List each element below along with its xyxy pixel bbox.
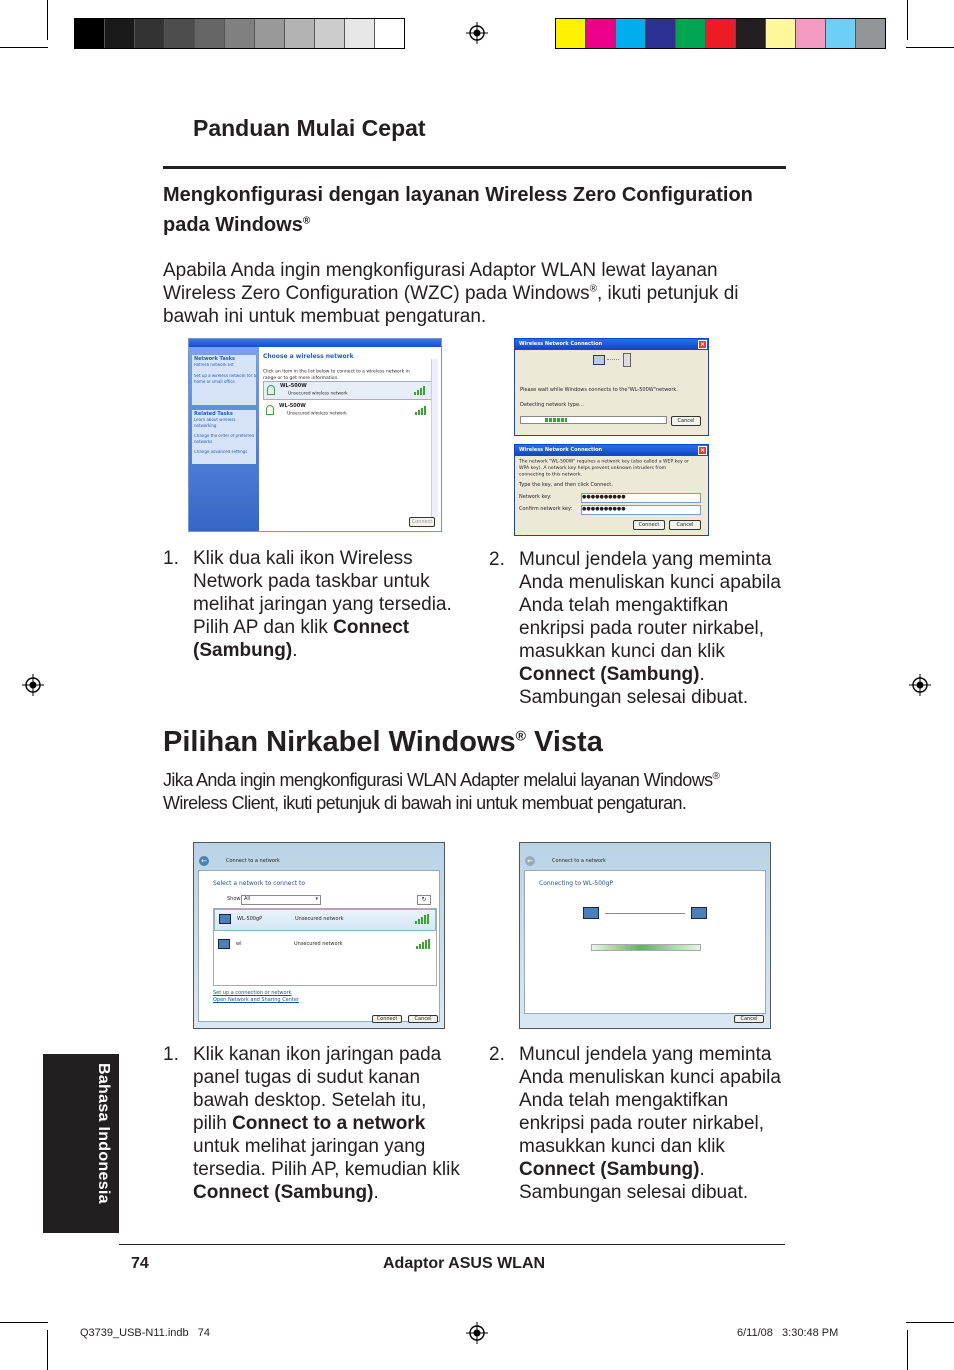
network-list <box>213 908 437 986</box>
sharing-center-link[interactable]: Open Network and Sharing Center <box>213 997 300 1003</box>
content-heading: Connecting to WL-500gP <box>539 880 614 887</box>
step-number: 2. <box>489 1044 505 1065</box>
color-swatch <box>856 19 885 48</box>
network-status: Unsecured network <box>294 941 343 947</box>
network-name: wl <box>236 941 242 947</box>
instruction-text: Type the key, and then click Connect. <box>519 482 613 488</box>
color-swatch <box>616 19 646 48</box>
screenshot-xp-wireless-networks <box>188 338 442 532</box>
confirm-label: Confirm network key: <box>519 506 573 512</box>
back-arrow-icon: ← <box>199 856 209 866</box>
network-icon <box>691 907 707 919</box>
network-list <box>263 381 433 417</box>
network-icon <box>219 914 231 924</box>
content-heading: Select a network to connect to <box>213 880 306 887</box>
cancel-button[interactable]: Cancel <box>671 416 701 426</box>
color-swatch <box>375 19 404 48</box>
close-icon[interactable]: × <box>699 341 706 348</box>
computer-icon <box>583 907 599 919</box>
tasks-header: Network Tasks <box>194 356 235 362</box>
step-text: Muncul jendela yang meminta Anda menuliskan kunci apabila Anda telah mengaktifkan enkripsi pada router nirkabel, masukkan kunci dan klik Connect (Sambung). Sambungan selesai dibuat. <box>519 1044 781 1203</box>
refresh-icon[interactable]: ↻ <box>417 895 431 905</box>
back-arrow-icon: ← <box>525 856 535 866</box>
section-title: Pilihan Nirkabel Windows® Vista <box>163 726 603 758</box>
section-heading <box>163 180 753 240</box>
cancel-button[interactable]: Cancel <box>408 1015 438 1023</box>
dialog-title: Wireless Network Connection <box>519 341 603 347</box>
step-text: Muncul jendela yang meminta Anda menuliskan kunci apabila Anda telah mengaktifkan enkripsi pada router nirkabel, masukkan kunci dan klik Connect (Sambung). Sambungan selesai dibuat. <box>519 549 781 708</box>
list-item <box>489 548 789 713</box>
content-area <box>198 870 440 1022</box>
key-label: Network key: <box>519 494 552 500</box>
network-icon <box>218 939 230 949</box>
learn-link[interactable]: Learn about wireless networking <box>194 418 236 429</box>
signal-strength-icon <box>414 386 426 395</box>
list-item <box>489 1043 789 1208</box>
color-swatch <box>706 19 736 48</box>
screenshot-xp-connecting-dialog <box>514 338 709 436</box>
connection-dots-icon <box>607 359 619 360</box>
color-swatch <box>135 19 165 48</box>
registration-mark-icon <box>466 22 488 44</box>
intro-line: Wireless Client, ikuti petunjuk di bawah ini untuk membuat pengaturan. <box>163 793 687 813</box>
color-swatch <box>75 19 105 48</box>
window-title: Connect to a network <box>226 858 280 864</box>
panel-title: Choose a wireless network <box>263 353 354 360</box>
connection-line <box>605 913 685 914</box>
screenshot-vista-select-network <box>193 842 445 1029</box>
setup-connection-link[interactable]: Set up a connection or network <box>213 990 292 996</box>
color-swatch <box>826 19 856 48</box>
intro-line: Apabila Anda ingin mengkonfigurasi Adaptor WLAN lewat layanan <box>163 260 718 281</box>
progress-bar <box>520 416 667 424</box>
color-swatch <box>676 19 706 48</box>
network-name: WL-500W <box>279 403 306 409</box>
color-swatch <box>225 19 255 48</box>
network-key-input[interactable]: ●●●●●●●●●● <box>581 493 701 503</box>
dialog-message: The network "WL-500W" requires a network key (also called a WEP key or WPA key). A network key helps prevent unknown intruders from connecting to this network. <box>519 459 689 478</box>
registration-mark-icon <box>466 1322 488 1344</box>
registration-mark-icon <box>909 674 931 696</box>
color-swatch <box>165 19 195 48</box>
related-header: Related Tasks <box>194 411 233 417</box>
color-swatch <box>796 19 826 48</box>
footer-product: Adaptor ASUS WLAN <box>383 1255 546 1272</box>
signal-strength-icon <box>415 914 429 924</box>
grayscale-color-bar <box>74 18 405 49</box>
color-swatch <box>736 19 766 48</box>
cancel-button[interactable]: Cancel <box>734 1015 764 1023</box>
section-intro <box>163 259 783 328</box>
dialog-title: Wireless Network Connection <box>519 447 603 453</box>
setup-link[interactable]: Set up a wireless network for a home or small office <box>194 374 257 385</box>
color-swatch <box>315 19 345 48</box>
refresh-link[interactable]: Refresh network list <box>194 363 234 368</box>
antenna-icon <box>266 405 274 415</box>
confirm-key-input[interactable]: ●●●●●●●●●● <box>581 505 701 515</box>
color-swatch <box>646 19 676 48</box>
registration-mark-icon <box>22 674 44 696</box>
header-rule <box>163 166 786 169</box>
content-area <box>524 870 766 1014</box>
network-status: Unsecured wireless network <box>287 411 347 417</box>
network-item[interactable] <box>263 402 433 419</box>
list-item <box>163 547 463 667</box>
color-swatch <box>195 19 225 48</box>
color-swatch <box>766 19 796 48</box>
section-heading-line: Mengkonfigurasi dengan layanan Wireless Zero Configuration <box>163 184 753 206</box>
screenshot-xp-network-key-dialog <box>514 444 709 536</box>
network-item[interactable] <box>263 381 433 400</box>
page-number: 74 <box>131 1255 149 1272</box>
step-text: Klik kanan ikon jaringan pada panel tugas di sudut kanan bawah desktop. Setelah itu, pilih Connect to a network untuk melihat jaringan yang tersedia. Pilih AP, kemudian klik Connect (Sambung). <box>193 1044 460 1203</box>
order-link[interactable]: Change the order of preferred networks <box>194 434 255 445</box>
step-text: Klik dua kali ikon Wireless Network pada taskbar untuk melihat jaringan yang tersedia. Pilih AP dan klik Connect (Sambung). <box>193 548 452 661</box>
show-dropdown[interactable]: All ▾ <box>241 895 321 905</box>
color-swatch <box>255 19 285 48</box>
close-icon[interactable]: × <box>699 447 706 454</box>
slug-file: Q3739_USB-N11.indb 74 <box>80 1327 211 1339</box>
task-pane <box>189 347 259 531</box>
show-label: Show <box>227 896 241 902</box>
network-item[interactable] <box>214 935 436 955</box>
scrollbar[interactable] <box>431 359 438 517</box>
connect-button[interactable]: Connect <box>633 520 665 530</box>
side-tab-label: Bahasa Indonesia <box>95 1063 112 1204</box>
connect-button[interactable]: Connect <box>409 517 435 527</box>
network-item[interactable] <box>214 909 436 931</box>
color-swatch <box>556 19 586 48</box>
step-number: 2. <box>489 549 505 570</box>
color-swatch <box>345 19 375 48</box>
advanced-link[interactable]: Change advanced settings <box>194 450 248 455</box>
chevron-down-icon: ▾ <box>315 896 318 902</box>
section-heading-line: pada Windows® <box>163 214 311 236</box>
cancel-button[interactable]: Cancel <box>669 520 701 530</box>
signal-strength-icon <box>416 939 430 949</box>
connect-button[interactable]: Connect <box>372 1015 402 1023</box>
network-status: Unsecured network <box>295 916 344 922</box>
computer-icon <box>593 355 605 365</box>
network-status: Unsecured wireless network <box>288 391 348 397</box>
panel-desc: Click an item in the list below to connect to a wireless network in range or to get more information. <box>263 369 410 381</box>
detecting-text: Detecting network type... <box>520 402 584 408</box>
intro-line: Wireless Zero Configuration (WZC) pada Windows®, ikuti petunjuk di <box>163 283 739 304</box>
intro-line: bawah ini untuk membuat pengaturan. <box>163 306 487 327</box>
color-swatch <box>105 19 135 48</box>
network-name: WL-500W <box>280 383 307 389</box>
language-side-tab <box>43 1054 119 1233</box>
dialog-message: Please wait while Windows connects to the"WL-500W"network. <box>520 387 678 393</box>
tower-icon <box>623 353 631 367</box>
dialog-title-bar <box>515 339 708 350</box>
window-title: Connect to a network <box>552 858 606 864</box>
step-number: 1. <box>163 548 179 569</box>
progress-bar <box>591 944 701 951</box>
page-header-title: Panduan Mulai Cepat <box>193 115 426 141</box>
title-bar <box>189 339 441 347</box>
list-item <box>163 1043 463 1208</box>
footer-rule <box>119 1244 785 1245</box>
screenshot-vista-connecting <box>519 842 771 1029</box>
slug-date: 6/11/08 3:30:48 PM <box>737 1327 839 1339</box>
dialog-title-bar <box>515 445 708 456</box>
color-swatch <box>285 19 315 48</box>
color-swatch <box>586 19 616 48</box>
step-number: 1. <box>163 1044 179 1065</box>
network-name: WL-500gP <box>237 916 263 922</box>
intro-line: Jika Anda ingin mengkonfigurasi WLAN Adapter melalui layanan Windows® <box>163 770 720 790</box>
signal-strength-icon <box>415 406 427 415</box>
process-color-bar <box>555 18 886 49</box>
section-intro <box>163 769 793 815</box>
antenna-icon <box>267 385 275 395</box>
